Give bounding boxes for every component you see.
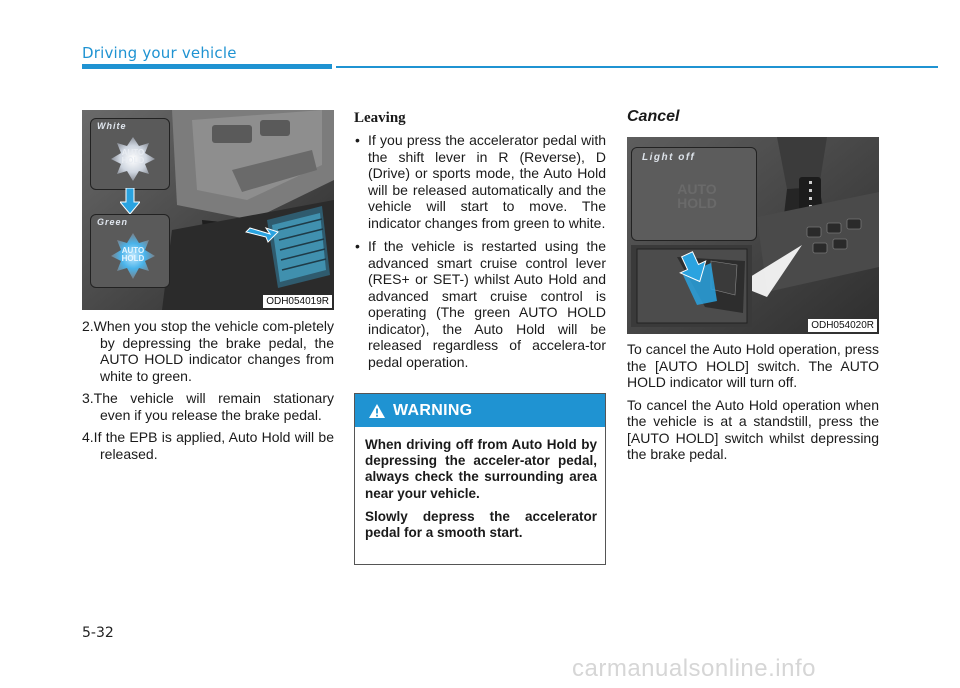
step-2: 2.When you stop the vehicle com-pletely by depressing the brake pedal, the AUTO HOLD indicator changes from white to green. xyxy=(82,318,334,384)
header-rule-thick xyxy=(82,64,332,69)
indicator-off-text: AUTO HOLD xyxy=(677,181,717,211)
step-3: 3.The vehicle will remain stationary even if you release the brake pedal. xyxy=(82,390,334,423)
column-1-text xyxy=(82,318,334,468)
list-item: • If the vehicle is restarted using the advanced smart cruise control lever (RES+ or SET-) whilst Auto Hold and advanced smart cruise control is operating (The green AUTO HOLD indicator), the Auto Hold will be released regardless of accelera-tor pedal operation. xyxy=(355,238,606,370)
leaving-list xyxy=(354,132,606,377)
section-title: Driving your vehicle xyxy=(82,44,237,62)
cancel-paragraph: To cancel the Auto Hold operation when the vehicle is at a standstill, press the [AUTO HOLD] switch whilst depressing the brake pedal. xyxy=(627,396,879,462)
warning-paragraph: Slowly depress the accelerator pedal for a smooth start. xyxy=(365,508,597,541)
figure-console-switch xyxy=(627,137,879,334)
page-number: 5-32 xyxy=(82,625,114,641)
white-label: White xyxy=(97,121,127,131)
cancel-heading: Cancel xyxy=(627,108,680,125)
warning-box xyxy=(354,393,606,565)
inset-white-indicator xyxy=(90,118,170,190)
green-label: Green xyxy=(97,217,129,227)
down-arrow-icon xyxy=(120,188,140,214)
indicator-green-text: AUTO HOLD xyxy=(121,246,145,263)
inset-green-indicator xyxy=(90,214,170,288)
light-off-label: Light off xyxy=(642,152,696,163)
warning-body xyxy=(355,427,605,541)
indicator-white-text: AUTO HOLD xyxy=(121,148,145,165)
column-3-text xyxy=(627,341,879,469)
step-4: 4.If the EPB is applied, Auto Hold will be released. xyxy=(82,429,334,462)
header-rule-thin xyxy=(336,66,938,68)
warning-title: WARNING xyxy=(393,401,473,419)
leaving-heading: Leaving xyxy=(354,110,406,126)
figure-pedal-indicator xyxy=(82,110,334,310)
warning-header xyxy=(355,394,605,427)
warning-paragraph: When driving off from Auto Hold by depressing the acceler-ator pedal, always check the surrounding area near your vehicle. xyxy=(365,437,597,501)
inset-light-off xyxy=(631,147,757,241)
figure-code: ODH054020R xyxy=(808,319,877,332)
warning-triangle-icon xyxy=(369,404,385,418)
list-item: • If you press the accelerator pedal with the shift lever in R (Reverse), D (Drive) or sports mode, the Auto Hold will be released automatically and the vehicle will start to move. The indicator changes from green to white. xyxy=(355,132,606,231)
cancel-paragraph: To cancel the Auto Hold operation, press the [AUTO HOLD] switch. The AUTO HOLD indicator will turn off. xyxy=(627,341,879,390)
watermark: carmanualsonline.info xyxy=(572,655,816,682)
figure-code: ODH054019R xyxy=(263,295,332,308)
